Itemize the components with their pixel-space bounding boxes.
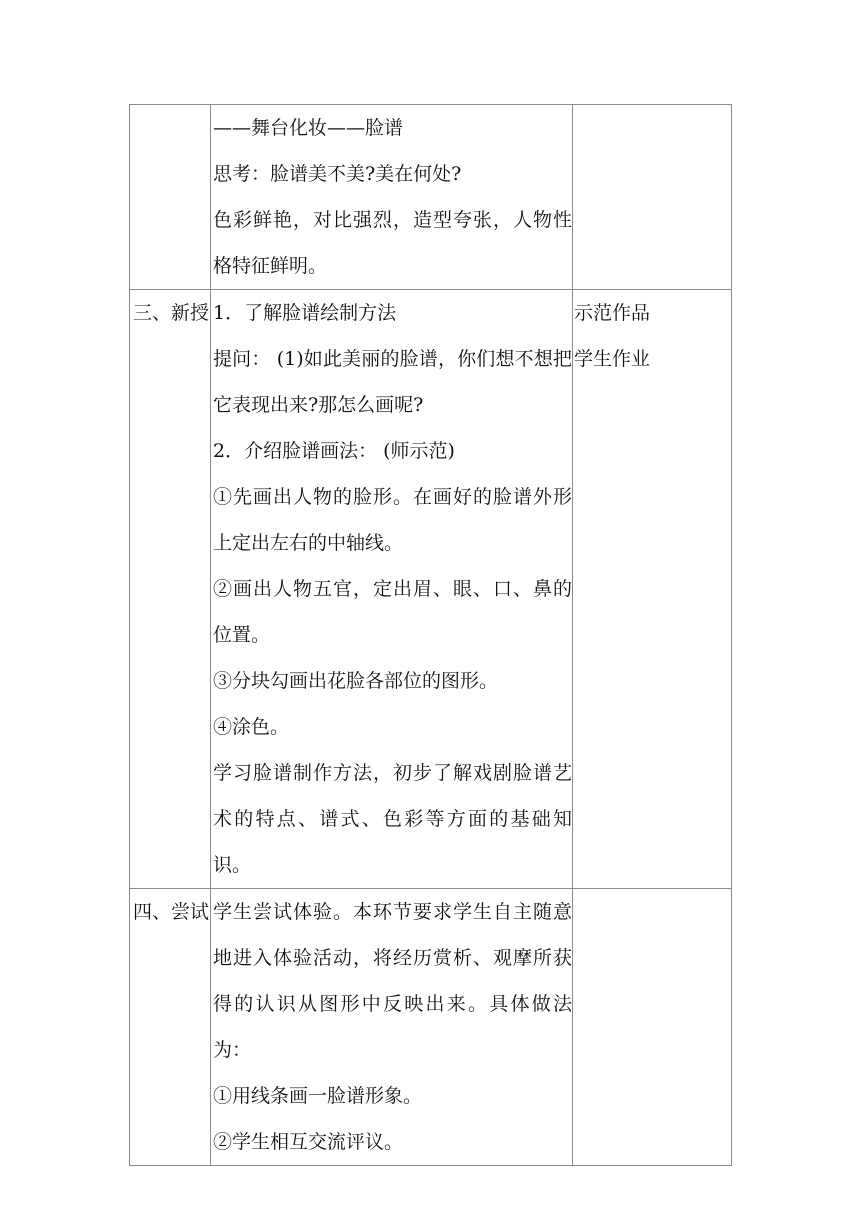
content-line: 提问： (1)如此美丽的脸谱，你们想不想把它表现出来?那怎么画呢? [213,348,572,416]
content-cell [211,290,573,889]
resources-cell [573,290,732,889]
content-line: 学习脸谱制作方法，初步了解戏剧脸谱艺术的特点、谱式、色彩等方面的基础知识。 [213,762,572,876]
table-row [130,889,732,1166]
content-line: 思考：脸谱美不美?美在何处? [213,163,462,185]
content-line: 色彩鲜艳，对比强烈，造型夸张，人物性格特征鲜明。 [213,209,572,277]
content-line: 1．了解脸谱绘制方法 [213,302,397,324]
content-line: 2．介绍脸谱画法： (师示范) [213,440,455,462]
resource-item: 示范作品 [574,302,651,324]
content-line: 学生尝试体验。本环节要求学生自主随意地进入体验活动，将经历赏析、观摩所获得的认识从图形中反映出来。具体做法为： [213,901,572,1061]
stage-cell: 四、尝试 [130,889,211,1166]
content-line: ②学生相互交流评议。 [213,1131,404,1153]
content-line: ②画出人物五官，定出眉、眼、口、鼻的位置。 [213,578,572,646]
content-line: ①先画出人物的脸形。在画好的脸谱外形上定出左右的中轴线。 [213,486,572,554]
lesson-plan-table [129,104,732,1166]
resources-cell [573,105,732,290]
content-cell [211,105,573,290]
content-cell [211,889,573,1166]
table-row [130,290,732,889]
resources-cell [573,889,732,1166]
content-line: ——舞台化妆——脸谱 [213,117,404,139]
content-line: ③分块勾画出花脸各部位的图形。 [213,670,499,692]
resource-item: 学生作业 [574,348,651,370]
stage-cell: 三、新授 [130,290,211,889]
content-line: ④涂色。 [213,716,290,738]
table-row [130,105,732,290]
stage-cell [130,105,211,290]
content-line: ①用线条画一脸谱形象。 [213,1085,423,1107]
